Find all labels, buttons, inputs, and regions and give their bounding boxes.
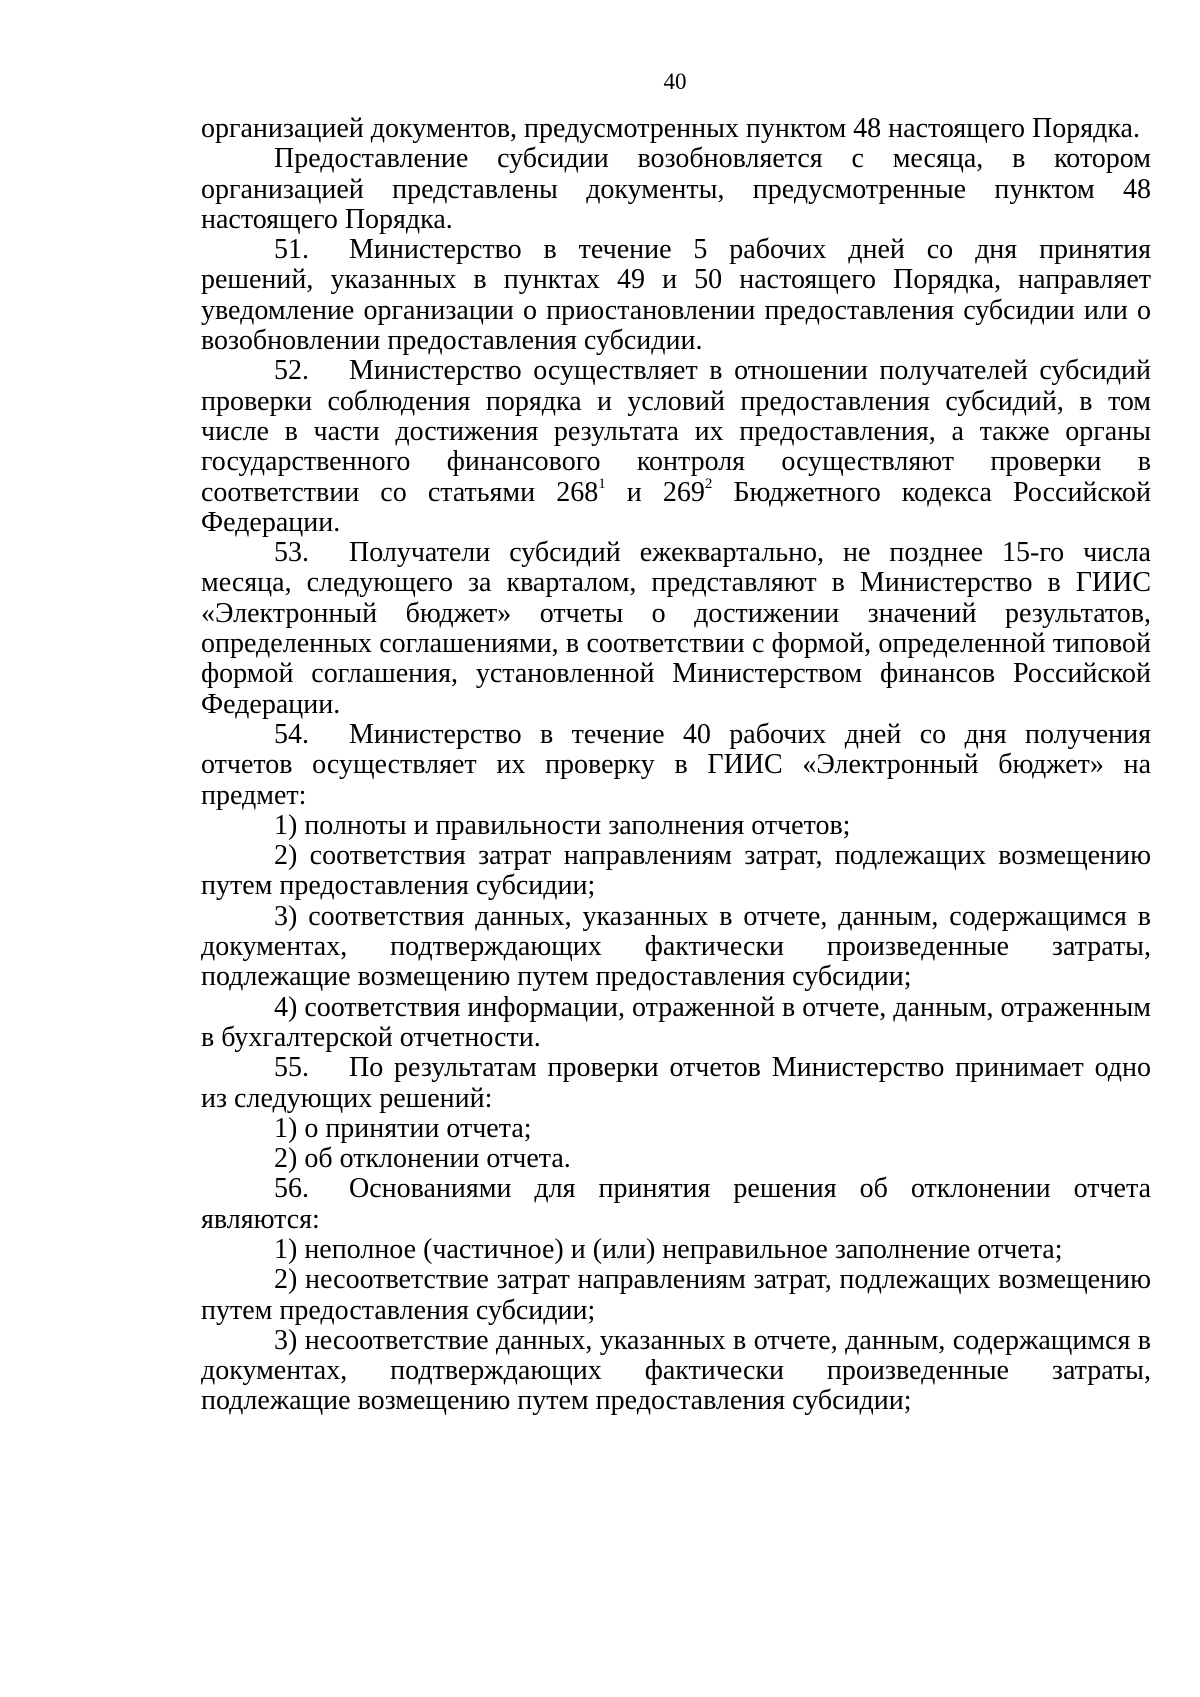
list-item <box>201 841 1151 902</box>
document-body <box>201 114 1151 1417</box>
paragraph-text: Министерство в течение 40 рабочих дней со дня получения отчетов осуществляет их проверку в ГИИС «Электронный бюджет» на предмет: <box>201 718 1151 811</box>
paragraph-continuation <box>201 114 1151 144</box>
list-item-text: 2) об отклонении отчета. <box>274 1143 571 1175</box>
superscript: 2 <box>704 476 713 493</box>
list-item-text: 1) о принятии отчета; <box>274 1112 532 1144</box>
list-item <box>201 993 1151 1054</box>
page-number: 40 <box>663 69 687 94</box>
list-item-text: 4) соответствия информации, отраженной в отчете, данным, отраженным в бухгалтерской отчетности. <box>201 991 1151 1053</box>
list-item <box>201 902 1151 993</box>
paragraph-text: Предоставление субсидии возобновляется с месяца, в котором организацией представлены документы, предусмотренные пунктом 48 настоящего Порядка. <box>201 143 1151 235</box>
paragraph-53 <box>201 538 1151 720</box>
list-item <box>201 1235 1151 1265</box>
list-item <box>201 1114 1151 1144</box>
paragraph-text: Министерство осуществляет в отношении получателей субсидий проверки соблюдения порядка и условий предоставления субсидий, в том числе в части достижения результата их предоставления, а также органы государственного финансового контроля осуществляют проверки в соответствии со статьями 268 <box>201 355 1151 508</box>
paragraph-number: 53. <box>274 537 309 569</box>
paragraph-number: 51. <box>274 234 309 266</box>
paragraph-number: 52. <box>274 355 309 387</box>
paragraph-number: 55. <box>274 1052 309 1084</box>
list-item-text: 1) полноты и правильности заполнения отчетов; <box>274 809 851 841</box>
paragraph-text: и 269 <box>605 476 705 508</box>
list-item <box>201 1144 1151 1174</box>
list-item <box>201 1326 1151 1417</box>
list-item <box>201 1265 1151 1326</box>
list-item <box>201 811 1151 841</box>
list-item-text: 1) неполное (частичное) и (или) неправильное заполнение отчета; <box>274 1233 1063 1265</box>
list-item-text: 3) соответствия данных, указанных в отчете, данным, содержащимся в документах, подтверждающих фактически произведенные затраты, подлежащие возмещению путем предоставления субсидии; <box>201 900 1151 993</box>
list-item-text: 2) соответствия затрат направлениям затрат, подлежащих возмещению путем предоставления субсидии; <box>201 840 1151 902</box>
paragraph-54 <box>201 720 1151 811</box>
paragraph-text: Основаниями для принятия решения об отклонении отчета являются: <box>201 1173 1151 1235</box>
paragraph-55 <box>201 1053 1151 1114</box>
paragraph-text: Получатели субсидий ежеквартально, не позднее 15-го числа месяца, следующего за кварталом, представляют в Министерство в ГИИС «Электронный бюджет» отчеты о достижении значений результатов, определенных соглашениями, в соответствии с формой, определенной типовой формой соглашения, установленной Министерством финансов Российской Федерации. <box>201 537 1151 720</box>
superscript: 1 <box>598 476 606 493</box>
list-item-text: 2) несоответствие затрат направлениям затрат, подлежащих возмещению путем предоставления субсидии; <box>201 1264 1151 1326</box>
paragraph-text: Министерство в течение 5 рабочих дней со дня принятия решений, указанных в пунктах 49 и 50 настоящего Порядка, направляет уведомление организации о приостановлении предоставления субсидии или о возобновлении предоставления субсидии. <box>201 234 1151 357</box>
list-item-text: 3) несоответствие данных, указанных в отчете, данным, содержащимся в документах, подтверждающих фактически произведенные затраты, подлежащие возмещению путем предоставления субсидии; <box>201 1324 1151 1417</box>
paragraph-51 <box>201 235 1151 356</box>
paragraph-text: По результатам проверки отчетов Министерство принимает одно из следующих решений: <box>201 1052 1151 1114</box>
paragraph-resumption <box>201 144 1151 235</box>
paragraph-number: 54. <box>274 718 309 750</box>
paragraph-text: организацией документов, предусмотренных пунктом 48 настоящего Порядка. <box>201 113 1140 144</box>
paragraph-number: 56. <box>274 1173 309 1205</box>
paragraph-text: Бюджетного кодекса Российской Федерации. <box>201 476 1152 538</box>
paragraph-56 <box>201 1174 1151 1235</box>
paragraph-52 <box>201 356 1151 538</box>
